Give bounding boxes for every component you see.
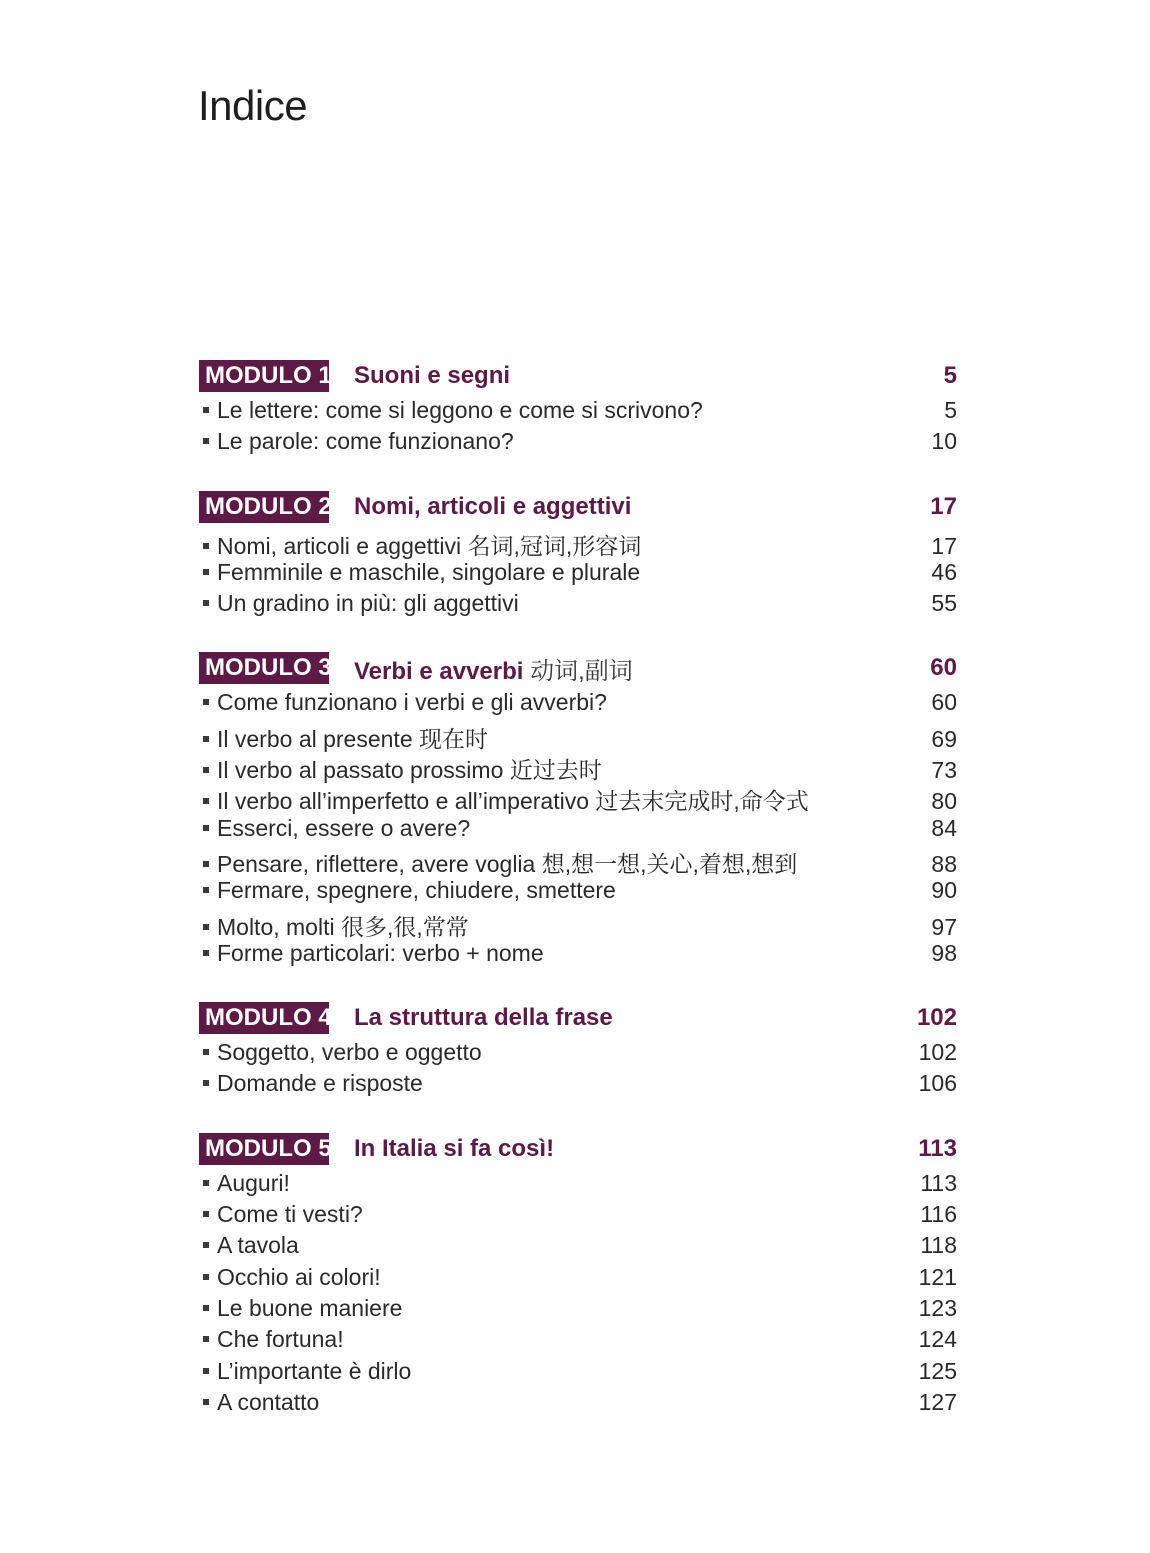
toc-entry-page: 106 (918, 1070, 957, 1097)
toc-entry-label: Il verbo al presente 现在时 (217, 725, 489, 752)
toc-entry-label: Molto, molti 很多,很,常常 (217, 913, 469, 940)
module-section (199, 357, 957, 460)
toc-entry-page: 123 (918, 1294, 957, 1321)
toc-entry[interactable] (199, 877, 957, 908)
square-bullet-icon (203, 1368, 209, 1374)
square-bullet-icon (203, 438, 209, 444)
module-section (199, 649, 957, 971)
square-bullet-icon (203, 600, 209, 606)
square-bullet-icon (203, 1399, 209, 1405)
toc-entry-page: 97 (931, 913, 957, 940)
toc-entry-label: Domande e risposte (217, 1070, 423, 1097)
toc-entry-label: Il verbo all’imperfetto e all’imperativo 过去末完成时,命令式 (217, 788, 809, 815)
toc-entry-page: 124 (918, 1326, 957, 1353)
toc-entry[interactable] (199, 1358, 957, 1389)
toc-entry[interactable] (199, 752, 957, 783)
square-bullet-icon (203, 950, 209, 956)
toc-entry[interactable] (199, 1232, 957, 1263)
module-title-text: In Italia si fa così! (354, 1134, 555, 1162)
toc-entry[interactable] (199, 1389, 957, 1420)
module-section (199, 1130, 957, 1420)
toc-entry-label: Fermare, spegnere, chiudere, smettere (217, 877, 616, 904)
toc-entry-page: 121 (918, 1263, 957, 1290)
toc-entry[interactable] (199, 590, 957, 621)
square-bullet-icon (203, 1242, 209, 1248)
module-tag: MODULO 1 (199, 360, 329, 392)
square-bullet-icon (203, 825, 209, 831)
toc-entry-label: A contatto (217, 1388, 320, 1415)
toc-entry-page: 60 (931, 689, 957, 716)
toc-entry-label: Forme particolari: verbo + nome (217, 939, 544, 966)
square-bullet-icon (203, 543, 209, 549)
module-title-text: Verbi e avverbi (354, 657, 524, 685)
square-bullet-icon (203, 1274, 209, 1280)
toc-entry-label: Soggetto, verbo e oggetto (217, 1039, 482, 1066)
toc-entry[interactable] (199, 846, 957, 877)
toc-entry-label: Che fortuna! (217, 1326, 344, 1353)
module-page-number: 113 (918, 1134, 957, 1162)
toc-entry-page: 73 (931, 757, 957, 784)
toc-entry-page: 17 (931, 532, 957, 559)
toc-entry[interactable] (199, 1039, 957, 1070)
toc-entry[interactable] (199, 783, 957, 814)
toc-entry-page: 127 (918, 1388, 957, 1415)
toc-entry-page: 116 (920, 1201, 957, 1228)
square-bullet-icon (203, 569, 209, 575)
module-heading[interactable] (199, 1130, 957, 1168)
page-title: Indice (198, 82, 308, 129)
toc-entry-label: Come ti vesti? (217, 1201, 363, 1228)
module-tag: MODULO 2 (199, 491, 329, 523)
square-bullet-icon (203, 736, 209, 742)
square-bullet-icon (203, 1180, 209, 1186)
toc-entry-page: 125 (918, 1357, 957, 1384)
module-page-number: 17 (930, 492, 957, 520)
toc-entry-label: A tavola (217, 1232, 299, 1259)
toc-entry[interactable] (199, 1295, 957, 1326)
toc-entry-label: Femminile e maschile, singolare e plurale (217, 558, 641, 585)
module-heading[interactable] (199, 999, 957, 1037)
toc-entry-label: Auguri! (217, 1169, 290, 1196)
toc-entry[interactable] (199, 815, 957, 846)
module-title (354, 1004, 877, 1032)
toc-entry[interactable] (199, 689, 957, 720)
table-of-contents (199, 357, 957, 1448)
module-heading[interactable] (199, 357, 957, 395)
toc-entry[interactable] (199, 1264, 957, 1295)
module-title (354, 651, 877, 686)
square-bullet-icon (203, 887, 209, 893)
toc-entry[interactable] (199, 559, 957, 590)
square-bullet-icon (203, 1336, 209, 1342)
toc-entry[interactable] (199, 428, 957, 459)
square-bullet-icon (203, 1080, 209, 1086)
module-tag: MODULO 5 (199, 1133, 329, 1165)
module-section (199, 999, 957, 1102)
toc-entry[interactable] (199, 1070, 957, 1101)
toc-entry-page: 80 (931, 788, 957, 815)
toc-entry-page: 55 (931, 590, 957, 617)
module-title-text: Suoni e segni (354, 362, 511, 389)
toc-entry-page: 102 (918, 1039, 957, 1066)
toc-entry-label: Le buone maniere (217, 1294, 403, 1321)
square-bullet-icon (203, 1049, 209, 1055)
module-title-cjk: 动词,副词 (530, 657, 633, 685)
square-bullet-icon (203, 767, 209, 773)
square-bullet-icon (203, 861, 209, 867)
square-bullet-icon (203, 1305, 209, 1311)
toc-entry-label: Un gradino in più: gli aggettivi (217, 590, 519, 617)
square-bullet-icon (203, 407, 209, 413)
toc-entry-label: L’importante è dirlo (217, 1357, 412, 1384)
module-title (354, 1135, 877, 1163)
toc-entry-page: 69 (931, 725, 957, 752)
toc-entry-page: 10 (931, 428, 957, 455)
module-page-number: 60 (930, 654, 957, 682)
toc-entry-page: 113 (920, 1169, 957, 1196)
toc-entry-label: Pensare, riflettere, avere voglia 想,想一想,关心,着想,想到 (217, 850, 798, 877)
toc-entry[interactable] (199, 528, 957, 559)
module-page-number: 102 (916, 1004, 957, 1032)
square-bullet-icon (203, 1211, 209, 1217)
toc-entry-page: 90 (931, 877, 957, 904)
module-heading[interactable] (199, 649, 957, 687)
toc-entry-page: 118 (920, 1232, 957, 1259)
toc-entry[interactable] (199, 721, 957, 752)
toc-entry[interactable] (199, 909, 957, 940)
module-title (354, 362, 877, 390)
toc-entry-page: 84 (931, 814, 957, 841)
module-heading[interactable] (199, 488, 957, 526)
square-bullet-icon (203, 924, 209, 930)
toc-entry-page: 5 (944, 397, 957, 423)
module-title-text: La struttura della frase (354, 1004, 613, 1032)
module-tag: MODULO 4 (199, 1002, 329, 1034)
module-tag: MODULO 3 (199, 652, 329, 684)
square-bullet-icon (203, 699, 209, 705)
toc-entry-page: 88 (931, 850, 957, 877)
module-page-number: 5 (943, 362, 957, 389)
toc-entry-label: Come funzionano i verbi e gli avverbi? (217, 689, 607, 716)
toc-entry[interactable] (199, 1326, 957, 1357)
toc-entry-label: Occhio ai colori! (217, 1263, 381, 1290)
toc-entry[interactable] (199, 1170, 957, 1201)
module-title (354, 493, 877, 521)
toc-entry-page: 98 (931, 939, 957, 966)
toc-entry-label: Nomi, articoli e aggettivi 名词,冠词,形容词 (217, 532, 642, 559)
toc-entry[interactable] (199, 397, 957, 428)
toc-entry[interactable] (199, 940, 957, 971)
square-bullet-icon (203, 798, 209, 804)
toc-entry-label: Le lettere: come si leggono e come si scrivono? (217, 397, 703, 423)
toc-entry-label: Il verbo al passato prossimo 近过去时 (217, 757, 602, 784)
toc-entry-label: Esserci, essere o avere? (217, 814, 471, 841)
module-title-text: Nomi, articoli e aggettivi (354, 492, 632, 520)
toc-entry-label: Le parole: come funzionano? (217, 428, 514, 455)
toc-entry[interactable] (199, 1201, 957, 1232)
toc-entry-page: 46 (931, 558, 957, 585)
module-section (199, 488, 957, 622)
